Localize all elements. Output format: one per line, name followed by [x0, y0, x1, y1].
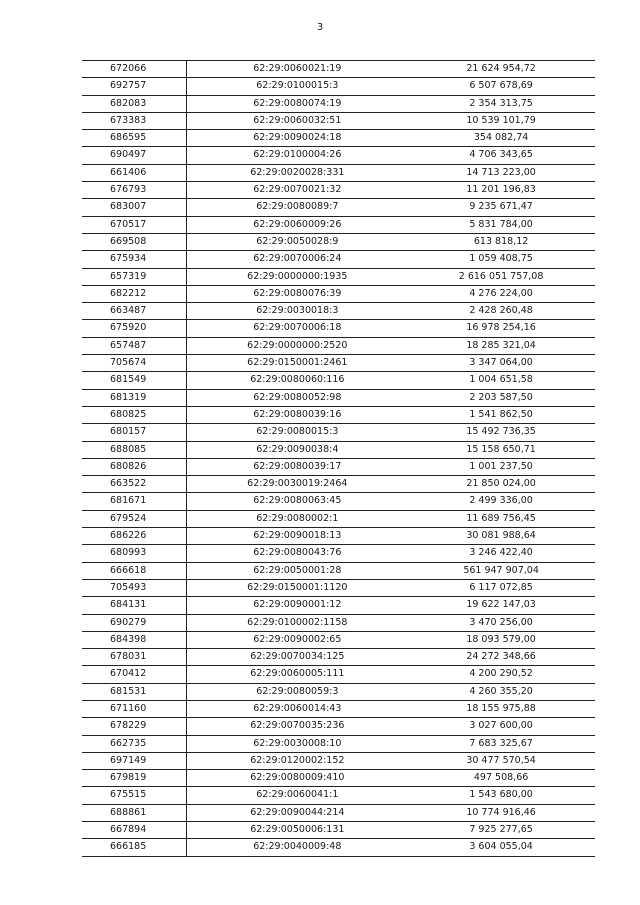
value-cell: 30 477 570,54 — [407, 752, 595, 769]
table-row — [82, 216, 595, 233]
table-row — [82, 406, 595, 423]
cadastral-number-cell: 62:29:0080009:410 — [187, 770, 407, 787]
cadastral-number-cell: 62:29:0080074:19 — [187, 95, 407, 112]
table-row — [82, 839, 595, 856]
page-number: 3 — [316, 22, 324, 33]
cadastral-number-cell: 62:29:0080052:98 — [187, 389, 407, 406]
table-row — [82, 614, 595, 631]
table-row — [82, 562, 595, 579]
cadastral-number-cell: 62:29:0090001:12 — [187, 597, 407, 614]
table-row — [82, 337, 595, 354]
row-id-cell: 705674 — [82, 355, 187, 372]
cadastral-number-cell: 62:29:0030018:3 — [187, 303, 407, 320]
row-id-cell: 673383 — [82, 112, 187, 129]
value-cell: 3 246 422,40 — [407, 545, 595, 562]
row-id-cell: 688861 — [82, 804, 187, 821]
table-row — [82, 752, 595, 769]
cadastral-number-cell: 62:29:0070021:32 — [187, 182, 407, 199]
value-cell: 3 347 064,00 — [407, 355, 595, 372]
row-id-cell: 670412 — [82, 666, 187, 683]
row-id-cell: 690497 — [82, 147, 187, 164]
table-row — [82, 78, 595, 95]
row-id-cell: 679819 — [82, 770, 187, 787]
row-id-cell: 683007 — [82, 199, 187, 216]
row-id-cell: 663487 — [82, 303, 187, 320]
table-row — [82, 61, 595, 78]
cadastral-number-cell: 62:29:0090024:18 — [187, 130, 407, 147]
table-row — [82, 528, 595, 545]
cadastral-number-cell: 62:29:0080039:17 — [187, 458, 407, 475]
cadastral-number-cell: 62:29:0030019:2464 — [187, 476, 407, 493]
cadastral-number-cell: 62:29:0090018:13 — [187, 528, 407, 545]
value-cell: 18 093 579,00 — [407, 631, 595, 648]
row-id-cell: 680993 — [82, 545, 187, 562]
table-row — [82, 579, 595, 596]
cadastral-number-cell: 62:29:0080059:3 — [187, 683, 407, 700]
cadastral-number-cell: 62:29:0080043:76 — [187, 545, 407, 562]
value-cell: 1 001 237,50 — [407, 458, 595, 475]
table-row — [82, 320, 595, 337]
value-cell: 21 624 954,72 — [407, 61, 595, 78]
row-id-cell: 675920 — [82, 320, 187, 337]
row-id-cell: 682212 — [82, 285, 187, 302]
row-id-cell: 678031 — [82, 649, 187, 666]
value-cell: 11 201 196,83 — [407, 182, 595, 199]
value-cell: 1 004 651,58 — [407, 372, 595, 389]
value-cell: 2 616 051 757,08 — [407, 268, 595, 285]
cadastral-number-cell: 62:29:0060041:1 — [187, 787, 407, 804]
row-id-cell: 681531 — [82, 683, 187, 700]
row-id-cell: 666185 — [82, 839, 187, 856]
row-id-cell: 661406 — [82, 164, 187, 181]
cadastral-number-cell: 62:29:0070034:125 — [187, 649, 407, 666]
row-id-cell: 681671 — [82, 493, 187, 510]
value-cell: 4 706 343,65 — [407, 147, 595, 164]
value-cell: 15 158 650,71 — [407, 441, 595, 458]
value-cell: 6 507 678,69 — [407, 78, 595, 95]
value-cell: 7 683 325,67 — [407, 735, 595, 752]
value-cell: 1 059 408,75 — [407, 251, 595, 268]
cadastral-number-cell: 62:29:0050001:28 — [187, 562, 407, 579]
row-id-cell: 697149 — [82, 752, 187, 769]
value-cell: 24 272 348,66 — [407, 649, 595, 666]
table-row — [82, 130, 595, 147]
value-cell: 2 203 587,50 — [407, 389, 595, 406]
table-row — [82, 268, 595, 285]
cadastral-number-cell: 62:29:0080039:16 — [187, 406, 407, 423]
row-id-cell: 671160 — [82, 700, 187, 717]
cadastral-number-cell: 62:29:0080002:1 — [187, 510, 407, 527]
value-cell: 561 947 907,04 — [407, 562, 595, 579]
cadastral-number-cell: 62:29:0060014:43 — [187, 700, 407, 717]
cadastral-number-cell: 62:29:0040009:48 — [187, 839, 407, 856]
value-cell: 10 539 101,79 — [407, 112, 595, 129]
cadastral-number-cell: 62:29:0080015:3 — [187, 424, 407, 441]
row-id-cell: 669508 — [82, 233, 187, 250]
table-row — [82, 787, 595, 804]
table-row — [82, 424, 595, 441]
row-id-cell: 686226 — [82, 528, 187, 545]
table-row — [82, 683, 595, 700]
value-cell: 4 276 224,00 — [407, 285, 595, 302]
table-row — [82, 233, 595, 250]
table-row — [82, 493, 595, 510]
cadastral-number-cell: 62:29:0070006:24 — [187, 251, 407, 268]
table-row — [82, 510, 595, 527]
row-id-cell: 705493 — [82, 579, 187, 596]
cadastral-number-cell: 62:29:0070035:236 — [187, 718, 407, 735]
cadastral-number-cell: 62:29:0100002:1158 — [187, 614, 407, 631]
row-id-cell: 676793 — [82, 182, 187, 199]
value-cell: 18 285 321,04 — [407, 337, 595, 354]
row-id-cell: 680157 — [82, 424, 187, 441]
table-row — [82, 303, 595, 320]
cadastral-number-cell: 62:29:0000000:1935 — [187, 268, 407, 285]
value-cell: 2 354 313,75 — [407, 95, 595, 112]
table-row — [82, 389, 595, 406]
value-cell: 3 027 600,00 — [407, 718, 595, 735]
cadastral-number-cell: 62:29:0090044:214 — [187, 804, 407, 821]
row-id-cell: 672066 — [82, 61, 187, 78]
table-row — [82, 285, 595, 302]
table-row — [82, 700, 595, 717]
cadastral-number-cell: 62:29:0090002:65 — [187, 631, 407, 648]
table-row — [82, 718, 595, 735]
row-id-cell: 675934 — [82, 251, 187, 268]
cadastral-number-cell: 62:29:0020028:331 — [187, 164, 407, 181]
row-id-cell: 680825 — [82, 406, 187, 423]
row-id-cell: 675515 — [82, 787, 187, 804]
cadastral-number-cell: 62:29:0100015:3 — [187, 78, 407, 95]
table-row — [82, 804, 595, 821]
row-id-cell: 681319 — [82, 389, 187, 406]
table-row — [82, 164, 595, 181]
value-cell: 9 235 671,47 — [407, 199, 595, 216]
value-cell: 4 200 290,52 — [407, 666, 595, 683]
value-cell: 3 604 055,04 — [407, 839, 595, 856]
table-row — [82, 666, 595, 683]
table-row — [82, 735, 595, 752]
row-id-cell: 663522 — [82, 476, 187, 493]
value-cell: 2 428 260,48 — [407, 303, 595, 320]
table-row — [82, 441, 595, 458]
value-cell: 7 925 277,65 — [407, 822, 595, 839]
value-cell: 11 689 756,45 — [407, 510, 595, 527]
table-row — [82, 199, 595, 216]
table-row — [82, 770, 595, 787]
value-cell: 16 978 254,16 — [407, 320, 595, 337]
cadastral-number-cell: 62:29:0150001:2461 — [187, 355, 407, 372]
value-cell: 6 117 072,85 — [407, 579, 595, 596]
value-cell: 1 541 862,50 — [407, 406, 595, 423]
table-row — [82, 631, 595, 648]
cadastral-number-cell: 62:29:0080076:39 — [187, 285, 407, 302]
table-row — [82, 822, 595, 839]
value-cell: 5 831 784,00 — [407, 216, 595, 233]
row-id-cell: 680826 — [82, 458, 187, 475]
value-cell: 2 499 336,00 — [407, 493, 595, 510]
cadastral-number-cell: 62:29:0150001:1120 — [187, 579, 407, 596]
table-row — [82, 355, 595, 372]
cadastral-number-cell: 62:29:0060032:51 — [187, 112, 407, 129]
row-id-cell: 679524 — [82, 510, 187, 527]
value-cell: 14 713 223,00 — [407, 164, 595, 181]
row-id-cell: 657319 — [82, 268, 187, 285]
cadastral-number-cell: 62:29:0080089:7 — [187, 199, 407, 216]
table-row — [82, 458, 595, 475]
row-id-cell: 684398 — [82, 631, 187, 648]
row-id-cell: 666618 — [82, 562, 187, 579]
row-id-cell: 667894 — [82, 822, 187, 839]
cadastral-number-cell: 62:29:0070006:18 — [187, 320, 407, 337]
cadastral-number-cell: 62:29:0030008:10 — [187, 735, 407, 752]
row-id-cell: 681549 — [82, 372, 187, 389]
table-row — [82, 649, 595, 666]
table-row — [82, 372, 595, 389]
value-cell: 497 508,66 — [407, 770, 595, 787]
cadastral-number-cell: 62:29:0000000:2520 — [187, 337, 407, 354]
table-row — [82, 476, 595, 493]
row-id-cell: 684131 — [82, 597, 187, 614]
cadastral-number-cell: 62:29:0080063:45 — [187, 493, 407, 510]
value-cell: 15 492 736,35 — [407, 424, 595, 441]
table-row — [82, 112, 595, 129]
cadastral-number-cell: 62:29:0060021:19 — [187, 61, 407, 78]
table-row — [82, 147, 595, 164]
value-cell: 10 774 916,46 — [407, 804, 595, 821]
row-id-cell: 682083 — [82, 95, 187, 112]
cadastral-number-cell: 62:29:0080060:116 — [187, 372, 407, 389]
cadastral-number-cell: 62:29:0090038:4 — [187, 441, 407, 458]
row-id-cell: 690279 — [82, 614, 187, 631]
cadastral-number-cell: 62:29:0050006:131 — [187, 822, 407, 839]
value-cell: 30 081 988,64 — [407, 528, 595, 545]
table-body — [82, 61, 595, 857]
row-id-cell: 662735 — [82, 735, 187, 752]
row-id-cell: 657487 — [82, 337, 187, 354]
row-id-cell: 686595 — [82, 130, 187, 147]
table-row — [82, 251, 595, 268]
table-row — [82, 597, 595, 614]
table-row — [82, 182, 595, 199]
cadastral-number-cell: 62:29:0060005:111 — [187, 666, 407, 683]
value-cell: 1 543 680,00 — [407, 787, 595, 804]
cadastral-number-cell: 62:29:0100004:26 — [187, 147, 407, 164]
value-cell: 3 470 256,00 — [407, 614, 595, 631]
value-cell: 19 622 147,03 — [407, 597, 595, 614]
table-row — [82, 95, 595, 112]
value-cell: 354 082,74 — [407, 130, 595, 147]
table-row — [82, 545, 595, 562]
row-id-cell: 688085 — [82, 441, 187, 458]
row-id-cell: 678229 — [82, 718, 187, 735]
value-cell: 18 155 975,88 — [407, 700, 595, 717]
cadastral-number-cell: 62:29:0050028:9 — [187, 233, 407, 250]
cadastral-number-cell: 62:29:0120002:152 — [187, 752, 407, 769]
value-cell: 4 260 355,20 — [407, 683, 595, 700]
row-id-cell: 692757 — [82, 78, 187, 95]
data-table — [82, 60, 595, 857]
row-id-cell: 670517 — [82, 216, 187, 233]
cadastral-number-cell: 62:29:0060009:26 — [187, 216, 407, 233]
value-cell: 21 850 024,00 — [407, 476, 595, 493]
value-cell: 613 818,12 — [407, 233, 595, 250]
